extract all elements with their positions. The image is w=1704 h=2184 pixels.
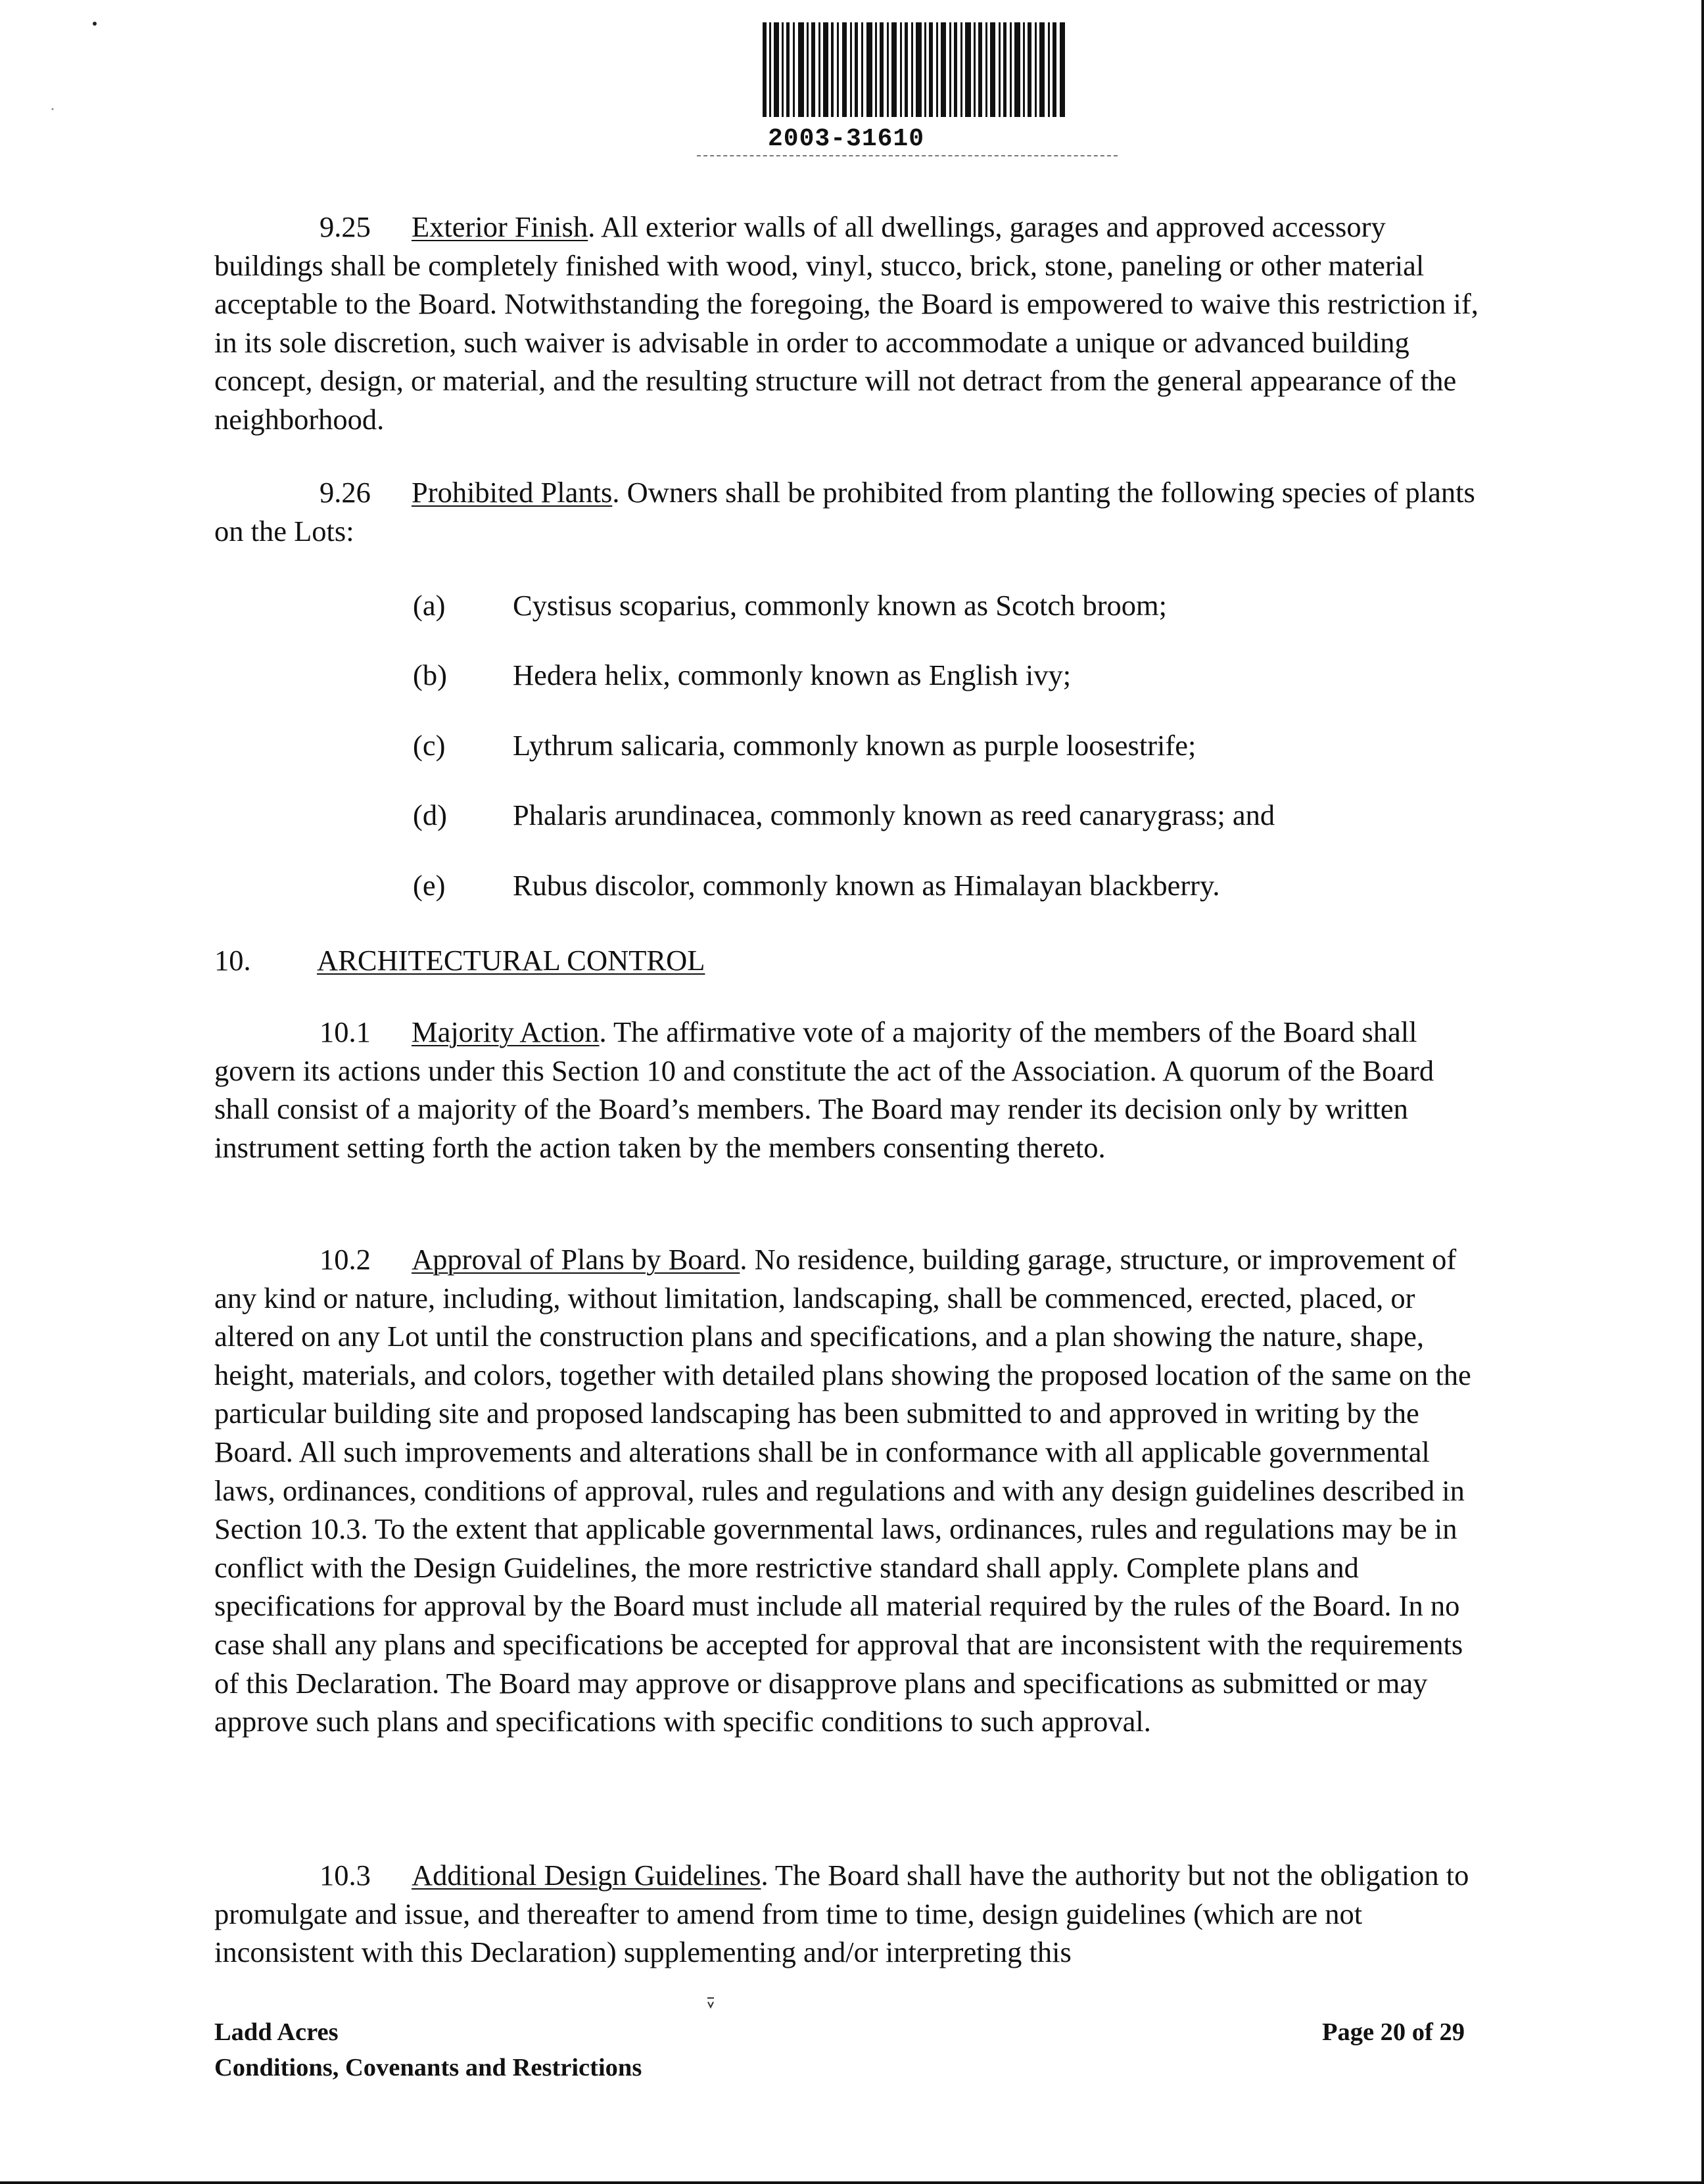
list-label: (e): [413, 869, 446, 902]
section-title: Additional Design Guidelines: [412, 1859, 761, 1892]
section-number: 10.1: [320, 1015, 371, 1048]
section-body: . The Board shall have the authority but not the obligation to promulgate and issue, and thereafter to amend from time to time, design guidelines (which are not inconsistent with this Declaration) supplementing and/or interpreting this: [214, 1859, 1469, 1969]
section-9-25: [214, 208, 1493, 439]
list-text: Lythrum salicaria, commonly known as purple loosestrife;: [513, 729, 1196, 762]
section-title: Exterior Finish: [412, 210, 588, 243]
section-title: ARCHITECTURAL CONTROL: [317, 944, 705, 977]
barcode-image: [763, 22, 1065, 117]
list-item: [413, 656, 1071, 694]
list-label: (d): [413, 799, 447, 831]
section-10-2: [214, 1240, 1493, 1741]
section-10-1: [214, 1013, 1493, 1167]
list-item: [413, 586, 1167, 624]
section-body: . No residence, building garage, structure, or improvement of any kind or nature, including, without limitation, landscaping, shall be commenced, erected, placed, or altered on any Lot until the construction plans and specifications, and a plan showing the nature, shape, height, materials, and colors, together with detailed plans showing the proposed location of the same on the particular building site and proposed landscaping has been submitted to and approved in writing by the Board. All such improvements and alterations shall be in conformance with all applicable governmental laws, ordinances, conditions of approval, rules and regulations and with any design guidelines described in Section 10.3. To the extent that applicable governmental laws, ordinances, rules and regulations may be in conflict with the Design Guidelines, the more restrictive standard shall apply. Complete plans and specifications for approval by the Board must include all material required by the rules of the Board. In no case shall any plans and specifications be accepted for approval that are inconsistent with the requirements of this Declaration. The Board may approve or disapprove plans and specifications as submitted or may approve such plans and specifications with specific conditions to such approval.: [214, 1243, 1471, 1738]
footer-document-title: [214, 2014, 642, 2085]
list-text: Hedera helix, commonly known as English ivy;: [513, 659, 1072, 691]
list-text: Rubus discolor, commonly known as Himalayan blackberry.: [513, 869, 1220, 902]
list-text: Cystisus scoparius, commonly known as Scotch broom;: [513, 589, 1168, 622]
section-title: Prohibited Plants: [412, 476, 613, 509]
section-number: 10.2: [320, 1243, 371, 1276]
section-number: 10.3: [320, 1859, 371, 1892]
section-10-heading: [214, 941, 705, 979]
section-body: . The affirmative vote of a majority of the members of the Board shall govern its actions under this Section 10 and constitute the act of the Association. A quorum of the Board shall consist of a majority of the Board’s members. The Board may render its decision only by written instrument setting forth the action taken by the members consenting thereto.: [214, 1015, 1434, 1164]
section-title: Majority Action: [412, 1015, 600, 1048]
list-item: [413, 726, 1196, 764]
footer-doc-subtitle: Conditions, Covenants and Restrictions: [214, 2054, 642, 2081]
section-body: . All exterior walls of all dwellings, garages and approved accessory buildings shall be completely finished with wood, vinyl, stucco, brick, stone, paneling or other material acceptable to the Board. Notwithstanding the foregoing, the Board is empowered to waive this restriction if, in its sole discretion, such waiver is advisable in order to accommodate a unique or advanced building concept, design, or material, and the resulting structure will not detract from the general appearance of the neighborhood.: [214, 210, 1479, 436]
footer-page-number: Page 20 of 29: [1321, 2018, 1465, 2046]
list-text: Phalaris arundinacea, commonly known as reed canarygrass; and: [513, 799, 1275, 831]
section-number: 9.26: [320, 476, 371, 509]
barcode-number: 2003-31610: [768, 125, 925, 153]
scan-mark: [705, 1995, 718, 2012]
section-10-3: [214, 1856, 1493, 1972]
footer-doc-name: Ladd Acres: [214, 2018, 339, 2046]
section-number: 9.25: [320, 210, 371, 243]
list-label: (b): [413, 659, 447, 691]
section-number: 10.: [214, 944, 251, 977]
list-item: [413, 796, 1275, 834]
list-label: (a): [413, 589, 446, 622]
list-item: [413, 866, 1219, 904]
barcode-divider: [697, 155, 1118, 156]
scan-specks: [0, 0, 131, 131]
section-title: Approval of Plans by Board: [412, 1243, 740, 1276]
list-label: (c): [413, 729, 446, 762]
section-body: . Owners shall be prohibited from planting the following species of plants on the Lots:: [214, 476, 1475, 547]
section-9-26: [214, 473, 1493, 550]
